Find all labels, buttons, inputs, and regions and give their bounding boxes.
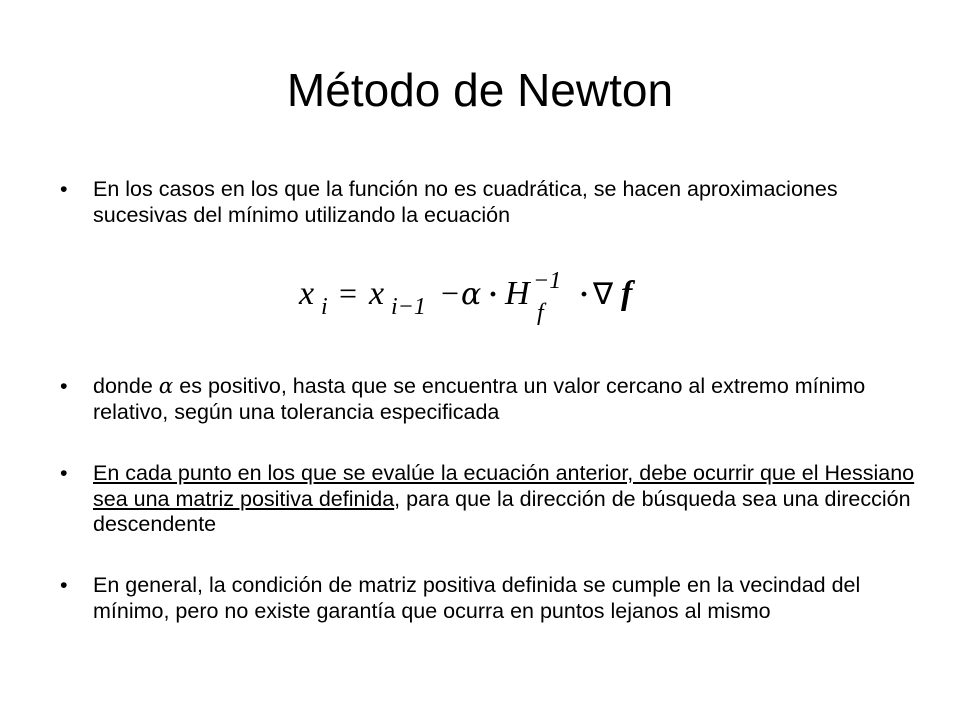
eq-minus: −	[441, 275, 460, 311]
bullet-text: En general, la condición de matriz positiva definida se cumple en la vecindad del mínimo, pero no existe garantía que ocurra en puntos lejanos al mismo	[93, 573, 861, 623]
eq-equals: =	[339, 275, 358, 311]
eq-x-prev: x	[369, 275, 385, 312]
eq-hessian-sup: −1	[533, 268, 562, 294]
eq-sub-i: i	[321, 294, 328, 320]
newton-equation	[295, 262, 655, 332]
bullet-text	[93, 461, 923, 538]
bullet-text-rest: , para que la dirección de búsqueda sea una dirección descendente	[93, 486, 911, 536]
eq-sub-i-minus-1: i−1	[391, 294, 426, 320]
eq-f: f	[621, 275, 633, 312]
eq-hessian: H	[505, 275, 530, 312]
bullet-text-before: donde	[93, 374, 159, 398]
eq-dot-1: ·	[488, 278, 499, 311]
eq-dot-2: ·	[579, 278, 590, 311]
alpha-symbol: α	[158, 374, 174, 399]
eq-alpha: α	[461, 277, 482, 312]
eq-hessian-sub: f	[537, 300, 544, 326]
bullet-text	[93, 374, 923, 425]
bullet-marker: •	[60, 461, 68, 485]
slide-title: Método de Newton	[286, 64, 674, 116]
eq-nabla: ∇	[593, 277, 614, 312]
bullet-text: En los casos en los que la función no es cuadrática, se hacen aproximaciones sucesivas del mínimo utilizando la ecuación	[93, 177, 838, 227]
eq-x-i: x	[299, 275, 315, 312]
bullet-marker: •	[60, 177, 68, 201]
bullet-marker: •	[60, 374, 68, 398]
underlined-text: En cada punto en los que se evalúe la ecuación anterior, debe ocurrir que el Hessiano sea una matriz positiva definida	[93, 461, 915, 511]
bullet-marker: •	[60, 573, 68, 597]
bullet-text-after: es positivo, hasta que se encuentra un valor cercano al extremo mínimo relativo, según una tolerancia especificada	[93, 374, 866, 424]
